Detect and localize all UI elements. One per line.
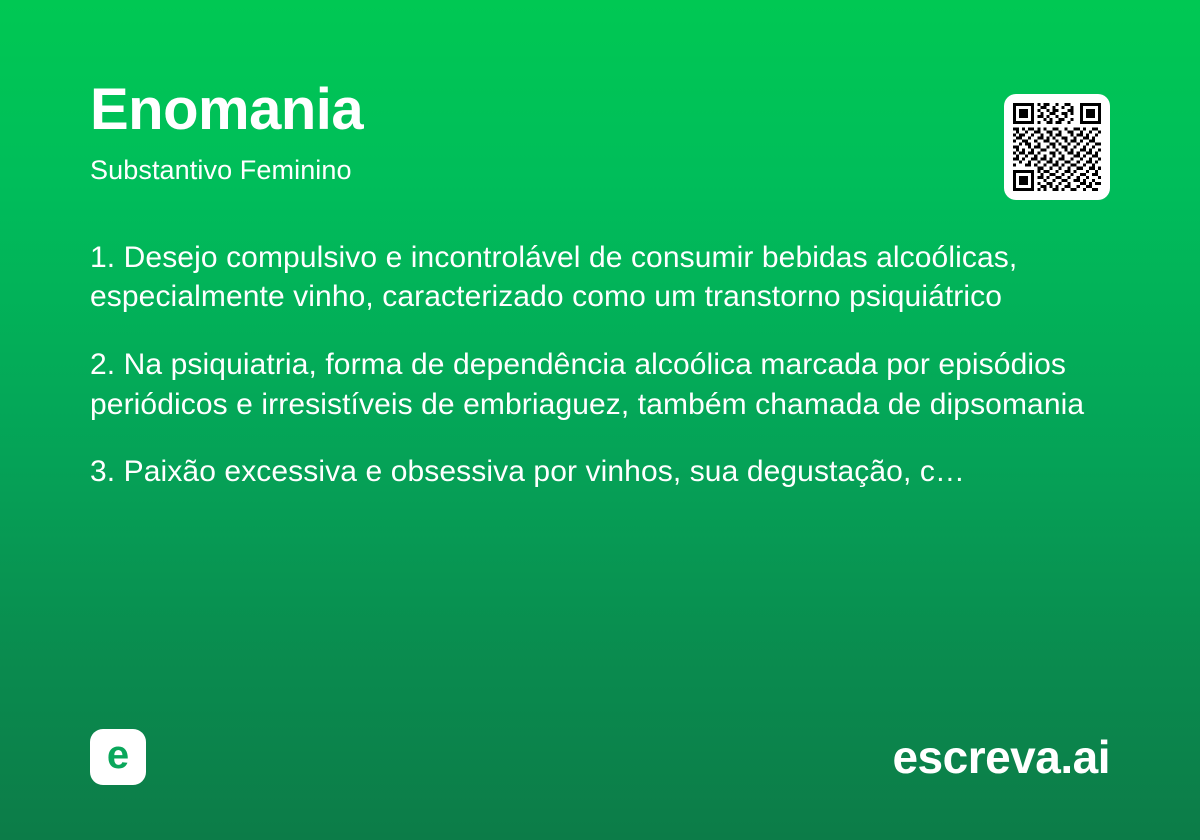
- word-class: Substantivo Feminino: [90, 154, 352, 185]
- qr-code[interactable]: [1004, 94, 1110, 200]
- card-footer: [90, 729, 1110, 785]
- definition-item: 1. Desejo compulsivo e incontrolável de consumir bebidas alcoólicas, especialmente vinho, caracterizado como um transtorno psiquiátrico: [90, 240, 1018, 314]
- logo-letter: e: [106, 733, 130, 777]
- logo-icon: [90, 729, 146, 785]
- qr-code-icon: [1013, 103, 1101, 191]
- brand-name: escreva.ai: [892, 731, 1110, 783]
- definition-item: 2. Na psiquiatria, forma de dependência alcoólica marcada por episódios periódicos e irresistíveis de embriaguez, também chamada de dipsomania: [90, 348, 1085, 421]
- definition-list: [90, 238, 1110, 492]
- definition-item: 3. Paixão excessiva e obsessiva por vinhos, sua degustação, c…: [90, 455, 966, 489]
- page-title: Enomania: [90, 77, 364, 142]
- card-content: [90, 77, 1110, 780]
